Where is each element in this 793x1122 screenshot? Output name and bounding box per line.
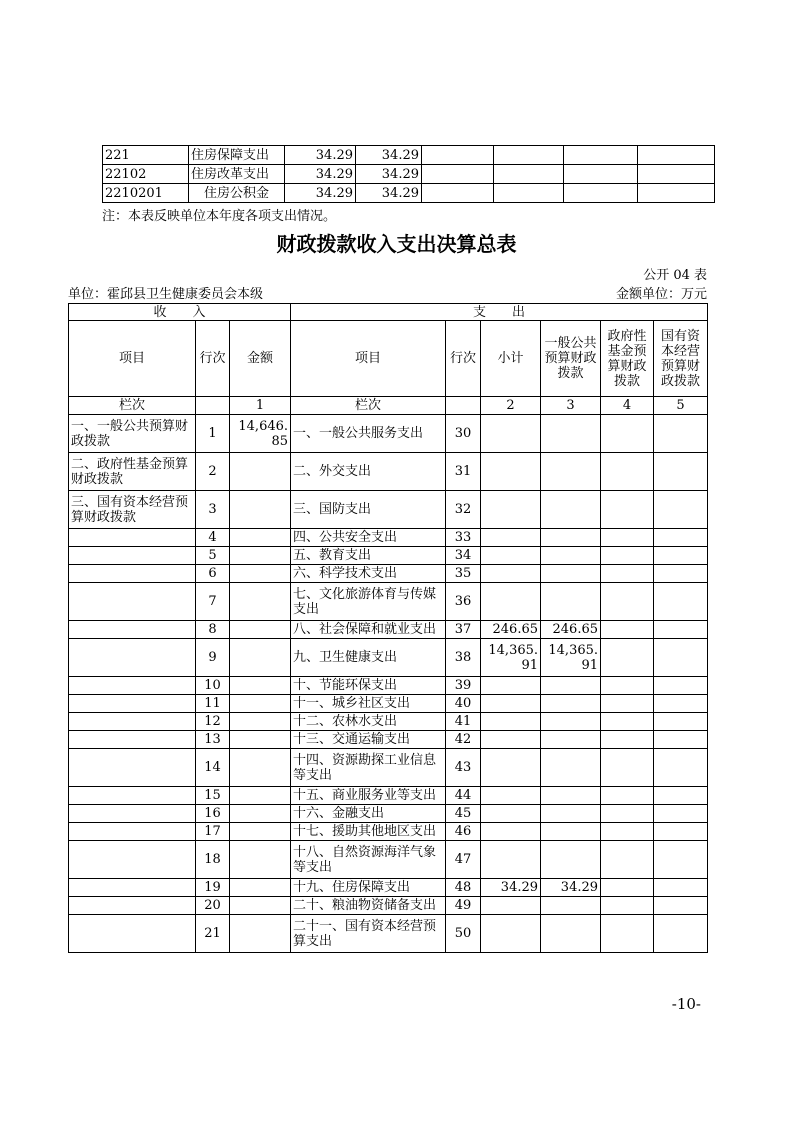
income-amount bbox=[230, 529, 291, 547]
empty-cell bbox=[638, 165, 715, 184]
gov-fund-cell bbox=[601, 823, 654, 841]
income-amount bbox=[230, 749, 291, 787]
expense-item: 十八、自然资源海洋气象等支出 bbox=[291, 841, 446, 879]
income-amount bbox=[230, 805, 291, 823]
state-capital-cell bbox=[654, 621, 708, 639]
expense-item: 十四、资源勘探工业信息等支出 bbox=[291, 749, 446, 787]
table-row bbox=[69, 841, 708, 879]
expense-item: 二十、粮油物资储备支出 bbox=[291, 897, 446, 915]
income-amount bbox=[230, 547, 291, 565]
income-row-no: 18 bbox=[196, 841, 230, 879]
state-capital-header: 国有资本经营预算财政拨款 bbox=[654, 321, 708, 397]
col-4: 4 bbox=[601, 397, 654, 415]
subtotal-cell bbox=[481, 805, 541, 823]
form-code: 公开 04 表 bbox=[643, 268, 707, 283]
table-row bbox=[69, 415, 708, 453]
expense-item: 十二、农林水支出 bbox=[291, 713, 446, 731]
page-title: 财政拨款收入支出决算总表 bbox=[276, 232, 517, 256]
table-row bbox=[103, 184, 715, 203]
subject-code: 2210201 bbox=[103, 184, 189, 203]
income-item bbox=[69, 677, 196, 695]
expense-item: 十六、金融支出 bbox=[291, 805, 446, 823]
table-row bbox=[69, 805, 708, 823]
empty-cell bbox=[564, 184, 638, 203]
income-amount bbox=[230, 491, 291, 529]
state-capital-cell bbox=[654, 677, 708, 695]
expense-row-no-header: 行次 bbox=[446, 321, 481, 397]
general-budget-cell bbox=[541, 695, 601, 713]
income-amount bbox=[230, 677, 291, 695]
income-item bbox=[69, 639, 196, 677]
income-item bbox=[69, 805, 196, 823]
general-budget-cell bbox=[541, 529, 601, 547]
gov-fund-cell bbox=[601, 677, 654, 695]
expense-row-no: 42 bbox=[446, 731, 481, 749]
state-capital-cell bbox=[654, 879, 708, 897]
empty-cell bbox=[494, 146, 564, 165]
income-row-no: 15 bbox=[196, 787, 230, 805]
subtotal-cell bbox=[481, 823, 541, 841]
expense-row-no: 36 bbox=[446, 583, 481, 621]
table-row bbox=[69, 695, 708, 713]
table-row bbox=[69, 897, 708, 915]
gov-fund-cell bbox=[601, 453, 654, 491]
expense-row-no: 37 bbox=[446, 621, 481, 639]
gov-fund-header: 政府性基金预算财政拨款 bbox=[601, 321, 654, 397]
table-row bbox=[69, 529, 708, 547]
amount-cell: 34.29 bbox=[356, 165, 422, 184]
expense-item-header: 项目 bbox=[291, 321, 446, 397]
income-amount: 14,646.85 bbox=[230, 415, 291, 453]
general-budget-cell bbox=[541, 897, 601, 915]
gov-fund-cell bbox=[601, 841, 654, 879]
income-row-no: 21 bbox=[196, 915, 230, 953]
general-budget-cell bbox=[541, 547, 601, 565]
subtotal-cell: 14,365.91 bbox=[481, 639, 541, 677]
gov-fund-cell bbox=[601, 749, 654, 787]
table-row bbox=[69, 731, 708, 749]
gov-fund-cell bbox=[601, 897, 654, 915]
income-amount bbox=[230, 823, 291, 841]
expense-row-no: 40 bbox=[446, 695, 481, 713]
expense-item: 十、节能环保支出 bbox=[291, 677, 446, 695]
empty-cell bbox=[494, 184, 564, 203]
state-capital-cell bbox=[654, 713, 708, 731]
income-amount bbox=[230, 879, 291, 897]
expense-item: 十九、住房保障支出 bbox=[291, 879, 446, 897]
expense-item: 一、一般公共服务支出 bbox=[291, 415, 446, 453]
general-budget-cell bbox=[541, 415, 601, 453]
subtotal-cell: 246.65 bbox=[481, 621, 541, 639]
subtotal-cell bbox=[481, 565, 541, 583]
empty-cell bbox=[638, 146, 715, 165]
income-amount bbox=[230, 897, 291, 915]
table-row bbox=[69, 749, 708, 787]
table-row bbox=[69, 583, 708, 621]
subtotal-cell bbox=[481, 547, 541, 565]
general-budget-cell: 34.29 bbox=[541, 879, 601, 897]
income-row-no: 12 bbox=[196, 713, 230, 731]
income-item: 二、政府性基金预算财政拨款 bbox=[69, 453, 196, 491]
income-item bbox=[69, 713, 196, 731]
state-capital-cell bbox=[654, 453, 708, 491]
gov-fund-cell bbox=[601, 695, 654, 713]
expense-row-no: 45 bbox=[446, 805, 481, 823]
income-row-no: 16 bbox=[196, 805, 230, 823]
empty-cell bbox=[564, 146, 638, 165]
gov-fund-cell bbox=[601, 879, 654, 897]
state-capital-cell bbox=[654, 415, 708, 453]
subtotal-cell bbox=[481, 915, 541, 953]
income-row-no: 8 bbox=[196, 621, 230, 639]
state-capital-cell bbox=[654, 491, 708, 529]
income-item: 三、国有资本经营预算财政拨款 bbox=[69, 491, 196, 529]
subtotal-cell bbox=[481, 787, 541, 805]
general-budget-cell: 14,365.91 bbox=[541, 639, 601, 677]
expense-row-no: 41 bbox=[446, 713, 481, 731]
table-note: 注：本表反映单位本年度各项支出情况。 bbox=[102, 209, 337, 224]
state-capital-cell bbox=[654, 529, 708, 547]
gov-fund-cell bbox=[601, 713, 654, 731]
expense-item: 七、文化旅游体育与传媒支出 bbox=[291, 583, 446, 621]
general-budget-cell bbox=[541, 805, 601, 823]
reporting-unit: 单位：霍邱县卫生健康委员会本级 bbox=[68, 287, 264, 302]
income-item bbox=[69, 583, 196, 621]
state-capital-cell bbox=[654, 897, 708, 915]
table-row bbox=[69, 713, 708, 731]
subtotal-cell bbox=[481, 695, 541, 713]
expense-item: 六、科学技术支出 bbox=[291, 565, 446, 583]
amount-cell: 34.29 bbox=[285, 184, 356, 203]
fiscal-summary-table bbox=[68, 303, 708, 953]
table-row bbox=[69, 823, 708, 841]
income-item bbox=[69, 787, 196, 805]
income-row-no: 20 bbox=[196, 897, 230, 915]
state-capital-cell bbox=[654, 731, 708, 749]
expense-item: 八、社会保障和就业支出 bbox=[291, 621, 446, 639]
expense-row-no: 38 bbox=[446, 639, 481, 677]
income-item bbox=[69, 879, 196, 897]
income-header: 收 入 bbox=[69, 304, 291, 321]
expense-row-no: 31 bbox=[446, 453, 481, 491]
expense-row-no: 46 bbox=[446, 823, 481, 841]
income-row-no: 17 bbox=[196, 823, 230, 841]
expense-row-no: 49 bbox=[446, 897, 481, 915]
table-row bbox=[69, 453, 708, 491]
amount-cell: 34.29 bbox=[285, 165, 356, 184]
income-amount bbox=[230, 583, 291, 621]
income-item-header: 项目 bbox=[69, 321, 196, 397]
expense-item: 十三、交通运输支出 bbox=[291, 731, 446, 749]
expense-item: 四、公共安全支出 bbox=[291, 529, 446, 547]
col-3: 3 bbox=[541, 397, 601, 415]
income-item bbox=[69, 841, 196, 879]
empty-cell bbox=[446, 397, 481, 415]
table-row bbox=[103, 165, 715, 184]
income-row-no: 10 bbox=[196, 677, 230, 695]
table-row bbox=[69, 677, 708, 695]
income-amount bbox=[230, 695, 291, 713]
state-capital-cell bbox=[654, 915, 708, 953]
general-budget-cell bbox=[541, 565, 601, 583]
table-row bbox=[69, 621, 708, 639]
general-budget-cell bbox=[541, 583, 601, 621]
state-capital-cell bbox=[654, 565, 708, 583]
income-row-no: 7 bbox=[196, 583, 230, 621]
income-item: 一、一般公共预算财政拨款 bbox=[69, 415, 196, 453]
income-amount bbox=[230, 841, 291, 879]
gov-fund-cell bbox=[601, 565, 654, 583]
expense-row-no: 47 bbox=[446, 841, 481, 879]
gov-fund-cell bbox=[601, 529, 654, 547]
subtotal-cell: 34.29 bbox=[481, 879, 541, 897]
income-row-no: 2 bbox=[196, 453, 230, 491]
income-item bbox=[69, 823, 196, 841]
subtotal-cell bbox=[481, 713, 541, 731]
general-budget-cell bbox=[541, 787, 601, 805]
table-row bbox=[103, 146, 715, 165]
gov-fund-cell bbox=[601, 731, 654, 749]
expense-item: 九、卫生健康支出 bbox=[291, 639, 446, 677]
income-amount bbox=[230, 731, 291, 749]
income-row-no: 14 bbox=[196, 749, 230, 787]
table-row bbox=[69, 915, 708, 953]
state-capital-cell bbox=[654, 841, 708, 879]
empty-cell bbox=[638, 184, 715, 203]
income-amount bbox=[230, 713, 291, 731]
subtotal-cell bbox=[481, 583, 541, 621]
expense-item: 二、外交支出 bbox=[291, 453, 446, 491]
table-row bbox=[69, 787, 708, 805]
expense-item: 十五、商业服务业等支出 bbox=[291, 787, 446, 805]
subtotal-cell bbox=[481, 731, 541, 749]
income-item bbox=[69, 695, 196, 713]
state-capital-cell bbox=[654, 749, 708, 787]
income-item bbox=[69, 529, 196, 547]
col-1: 1 bbox=[230, 397, 291, 415]
empty-cell bbox=[494, 165, 564, 184]
income-amount bbox=[230, 453, 291, 491]
income-row-no: 6 bbox=[196, 565, 230, 583]
income-item bbox=[69, 565, 196, 583]
income-item bbox=[69, 547, 196, 565]
empty-cell bbox=[422, 146, 494, 165]
subtotal-cell bbox=[481, 841, 541, 879]
subject-name: 住房改革支出 bbox=[189, 165, 285, 184]
subject-name: 住房公积金 bbox=[189, 184, 285, 203]
subtotal-cell bbox=[481, 453, 541, 491]
income-amount-header: 金额 bbox=[230, 321, 291, 397]
gov-fund-cell bbox=[601, 915, 654, 953]
general-budget-cell bbox=[541, 491, 601, 529]
income-amount bbox=[230, 565, 291, 583]
subtotal-header: 小计 bbox=[481, 321, 541, 397]
subtotal-cell bbox=[481, 749, 541, 787]
page-number: -10- bbox=[671, 995, 701, 1013]
gov-fund-cell bbox=[601, 639, 654, 677]
state-capital-cell bbox=[654, 787, 708, 805]
income-row-no: 5 bbox=[196, 547, 230, 565]
state-capital-cell bbox=[654, 823, 708, 841]
income-item bbox=[69, 731, 196, 749]
expense-item: 五、教育支出 bbox=[291, 547, 446, 565]
amount-cell: 34.29 bbox=[356, 184, 422, 203]
gov-fund-cell bbox=[601, 415, 654, 453]
general-budget-cell bbox=[541, 677, 601, 695]
subtotal-cell bbox=[481, 529, 541, 547]
general-budget-cell: 246.65 bbox=[541, 621, 601, 639]
income-row-no: 3 bbox=[196, 491, 230, 529]
money-unit: 金额单位：万元 bbox=[615, 287, 707, 302]
state-capital-cell bbox=[654, 805, 708, 823]
col-2: 2 bbox=[481, 397, 541, 415]
income-amount bbox=[230, 787, 291, 805]
income-item bbox=[69, 897, 196, 915]
income-row-no: 1 bbox=[196, 415, 230, 453]
subtotal-cell bbox=[481, 491, 541, 529]
income-row-no: 4 bbox=[196, 529, 230, 547]
general-budget-cell bbox=[541, 841, 601, 879]
state-capital-cell bbox=[654, 583, 708, 621]
expense-row-no: 39 bbox=[446, 677, 481, 695]
table-row bbox=[69, 547, 708, 565]
empty-cell bbox=[564, 165, 638, 184]
expense-row-no: 30 bbox=[446, 415, 481, 453]
state-capital-cell bbox=[654, 547, 708, 565]
income-row-no: 19 bbox=[196, 879, 230, 897]
expense-col-label: 栏次 bbox=[291, 397, 446, 415]
expense-detail-table bbox=[102, 145, 715, 203]
subtotal-cell bbox=[481, 415, 541, 453]
income-amount bbox=[230, 639, 291, 677]
expense-row-no: 43 bbox=[446, 749, 481, 787]
subject-name: 住房保障支出 bbox=[189, 146, 285, 165]
income-col-label: 栏次 bbox=[69, 397, 196, 415]
table-row bbox=[69, 491, 708, 529]
table-row bbox=[69, 565, 708, 583]
expense-item: 三、国防支出 bbox=[291, 491, 446, 529]
income-item bbox=[69, 749, 196, 787]
general-budget-cell bbox=[541, 453, 601, 491]
state-capital-cell bbox=[654, 695, 708, 713]
expense-row-no: 44 bbox=[446, 787, 481, 805]
state-capital-cell bbox=[654, 639, 708, 677]
income-row-no: 11 bbox=[196, 695, 230, 713]
empty-cell bbox=[422, 184, 494, 203]
subject-code: 221 bbox=[103, 146, 189, 165]
gov-fund-cell bbox=[601, 787, 654, 805]
table-row bbox=[69, 879, 708, 897]
gov-fund-cell bbox=[601, 805, 654, 823]
expense-row-no: 32 bbox=[446, 491, 481, 529]
expense-header: 支 出 bbox=[291, 304, 708, 321]
gov-fund-cell bbox=[601, 547, 654, 565]
gov-fund-cell bbox=[601, 621, 654, 639]
general-budget-cell bbox=[541, 823, 601, 841]
income-amount bbox=[230, 621, 291, 639]
table-row bbox=[69, 639, 708, 677]
expense-item: 十七、援助其他地区支出 bbox=[291, 823, 446, 841]
subject-code: 22102 bbox=[103, 165, 189, 184]
expense-row-no: 35 bbox=[446, 565, 481, 583]
income-row-no: 9 bbox=[196, 639, 230, 677]
income-amount bbox=[230, 915, 291, 953]
income-item bbox=[69, 621, 196, 639]
amount-cell: 34.29 bbox=[356, 146, 422, 165]
empty-cell bbox=[196, 397, 230, 415]
gov-fund-cell bbox=[601, 491, 654, 529]
general-budget-header: 一般公共预算财政拨款 bbox=[541, 321, 601, 397]
expense-row-no: 48 bbox=[446, 879, 481, 897]
amount-cell: 34.29 bbox=[285, 146, 356, 165]
subtotal-cell bbox=[481, 897, 541, 915]
general-budget-cell bbox=[541, 731, 601, 749]
income-row-no-header: 行次 bbox=[196, 321, 230, 397]
expense-item: 二十一、国有资本经营预算支出 bbox=[291, 915, 446, 953]
general-budget-cell bbox=[541, 713, 601, 731]
expense-item: 十一、城乡社区支出 bbox=[291, 695, 446, 713]
subtotal-cell bbox=[481, 677, 541, 695]
general-budget-cell bbox=[541, 915, 601, 953]
empty-cell bbox=[422, 165, 494, 184]
income-row-no: 13 bbox=[196, 731, 230, 749]
general-budget-cell bbox=[541, 749, 601, 787]
col-5: 5 bbox=[654, 397, 708, 415]
expense-row-no: 34 bbox=[446, 547, 481, 565]
income-item bbox=[69, 915, 196, 953]
gov-fund-cell bbox=[601, 583, 654, 621]
expense-row-no: 33 bbox=[446, 529, 481, 547]
expense-row-no: 50 bbox=[446, 915, 481, 953]
